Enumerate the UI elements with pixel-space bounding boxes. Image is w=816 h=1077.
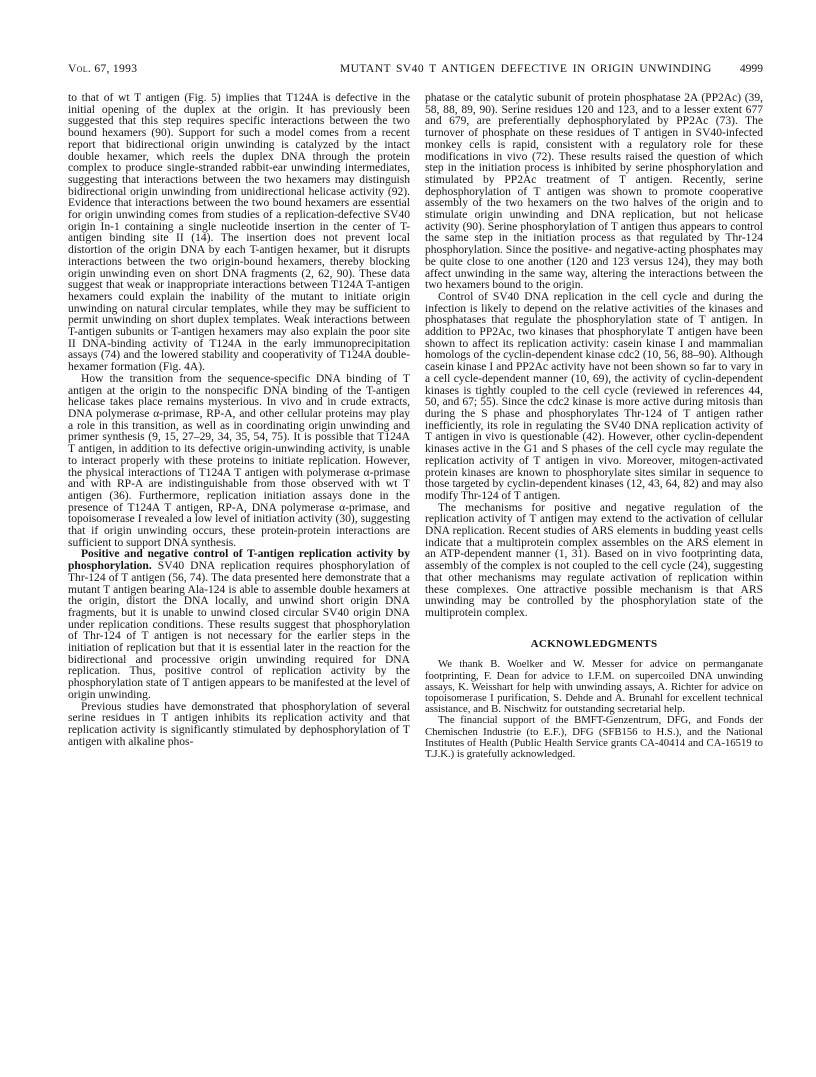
paragraph: How the transition from the sequence-specific DNA binding of T antigen at the origin to the nonspecific DNA binding of the T-antigen helicase takes place remains mysterious. In vivo and in crude extracts, DNA polymerase α-primase, RP-A, and other cellular proteins may play a role in this transition, as well as in coordinating origin unwinding and primer synthesis (9, 15, 27–29, 34, 35, 54, 75). It is possible that T124A T antigen, in addition to its defective origin-unwinding activity, is unable to interact properly with these proteins to initiate replication. However, the physical interactions of T124A T antigen with polymerase α-primase and with RP-A are indistinguishable from those observed with wt T antigen (36). Furthermore, replication initiation assays done in the presence of T124A T antigen, RP-A, DNA polymerase α-primase, and topoisomerase I revealed a low level of initiation activity (30), suggesting that if origin unwinding occurs, these protein-protein interactions are sufficient to support DNA synthesis. xyxy=(68,372,410,549)
paragraph-continuation: phatase or the catalytic subunit of protein phosphatase 2A (PP2Ac) (39, 58, 88, 89, 90). Serine residues 120 and 123, and to a lesser extent 677 and 679, are preferentially dephosphorylated by PP2Ac (73). The turnover of phosphate on these residues of T antigen in SV40-infected monkey cells is rapid, consistent with a regulatory role for these modifications in vivo (72). These results raised the question of which step in the initiation process is inhibited by serine phosphorylation and stimulated by PP2Ac treatment of T antigen. Recently, serine dephosphorylation of T antigen was shown to promote cooperative assembly of the two hexamers on the two halves of the origin and to stimulate origin unwinding and DNA replication, but not helicase activity (90). Serine phosphorylation of T antigen thus appears to control the same step in the initiation process as that regulated by Thr-124 phosphorylation. Since the positive- and negative-acting phosphates may be quite close to one another (120 and 123 versus 124), they may both affect unwinding in the same way, altering the interactions between the two hexamers bound to the origin. xyxy=(425,92,763,292)
article-body xyxy=(68,93,763,760)
paragraph: Control of SV40 DNA replication in the cell cycle and during the infection is likely to depend on the relative activities of the kinases and phosphatases that regulate the phosphorylation state of T antigen. In addition to PP2Ac, two kinases that phosphorylate T antigen have been shown to affect its replication activity: casein kinase I and mammalian homologs of the cyclin-dependent kinase cdc2 (10, 56, 88–90). Although casein kinase I and PP2Ac activity have not been shown so far to vary in a cell cycle-dependent manner (10, 69), the activity of cyclin-dependent kinases is tightly coupled to the cell cycle (reviewed in references 44, 50, and 67; 55). Since the cdc2 kinase is more active during mitosis than during the S phase and phosphorylates Thr-124 of T antigen rather inefficiently, its role in regulating the SV40 DNA replication activity of T antigen in vivo is questionable (42). However, other cyclin-dependent kinases active in the G1 and S phases of the cell cycle may regulate the replication activity of T antigen in vivo. Moreover, mitogen-activated protein kinases are known to phosphorylate sites similar in sequence to those targeted by cyclin-dependent kinases (12, 43, 64, 82) and may also modify Thr-124 of T antigen. xyxy=(425,290,763,502)
paragraph-section xyxy=(68,549,410,701)
section-body-text: SV40 DNA replication requires phosphorylation of Thr-124 of T antigen (56, 74). The data presented here demonstrate that a mutant T antigen bearing Ala-124 is able to assemble double hexamers at the origin, distort the DNA locally, and unwind short origin DNA fragments, but it is unable to unwind closed circular SV40 origin DNA under replication conditions. These results suggest that phosphorylation of Thr-124 of T antigen is not necessary for the earlier steps in the initiation of replication but that it is essential later in the reaction for the bidirectional and processive origin unwinding required for DNA replication. Thus, positive control of replication activity by the phosphorylation state of T antigen appears to be manifested at the level of origin unwinding. xyxy=(68,560,410,701)
acknowledgments-paragraph: The financial support of the BMFT-Genzentrum, DFG, and Fonds der Chemischen Industrie (to E.F.), DFG (SFB156 to H.S.), and the National Institutes of Health (Public Health Service grants CA-40414 and CA-16519 to T.J.K.) is gratefully acknowledged. xyxy=(425,714,763,760)
left-column xyxy=(68,93,410,760)
right-column xyxy=(425,93,763,760)
page-number: 4999 xyxy=(739,62,763,75)
section-run-in-heading: Positive and negative control of T-antigen replication activity by phosphorylation. xyxy=(68,548,410,573)
acknowledgments-heading: ACKNOWLEDGMENTS xyxy=(530,637,658,650)
paragraph-continuation: to that of wt T antigen (Fig. 5) implies that T124A is defective in the initial opening of the duplex at the origin. It has previously been suggested that this step requires specific interactions between the two bound hexamers (90). Support for such a model comes from a recent report that bidirectional origin unwinding is catalyzed by the intact double hexamer, which reels the duplex DNA through the protein complex to produce single-stranded rabbit-ear unwinding intermediates, suggesting that interactions between the two hexamers may distinguish bidirectional origin unwinding from unidirectional helicase activity (92). Evidence that interactions between the two bound hexamers are essential for origin unwinding comes from studies of a replication-defective SV40 origin In-1 containing a single nucleotide insertion in the center of T-antigen binding site II (14). The insertion does not prevent local distortion of the origin DNA by each T-antigen hexamer, but it disrupts interactions between the two origin-bound hexamers, thereby blocking origin unwinding even on short DNA fragments (2, 62, 90). These data suggest that weak or inappropriate interactions between T124A T-antigen hexamers could explain the inability of the mutant to initiate origin unwinding on natural circular templates, while they may be sufficient to permit unwinding on short duplex templates. Weak interactions between T-antigen subunits or T-antigen hexamers may also explain the poor site II DNA-binding activity of T124A in the early immunoprecipitation assays (74) and the lowered stability and cooperativity of T124A double-hexamer formation (Fig. 4A). xyxy=(68,92,410,374)
running-title: MUTANT SV40 T ANTIGEN DEFECTIVE IN ORIGIN UNWINDING xyxy=(339,62,712,75)
page-header xyxy=(68,62,763,75)
acknowledgments-paragraph: We thank B. Woelker and W. Messer for advice on permanganate footprinting, F. Dean for advice to I.F.M. on supercoiled DNA unwinding assays, K. Weisshart for help with unwinding assays, A. Richter for advice on topoisomerase I purification, S. Dehde and A. Brunahl for excellent technical assistance, and B. Nischwitz for outstanding secretarial help. xyxy=(425,658,763,716)
volume-issue-label: Vol. 67, 1993 xyxy=(68,62,138,75)
paragraph: Previous studies have demonstrated that phosphorylation of several serine residues in T antigen inhibits its replication activity and that replication activity is significantly stimulated by dephosphorylation of T antigen with alkaline phos- xyxy=(68,700,410,748)
paragraph: The mechanisms for positive and negative regulation of the replication activity of T antigen may extend to the activation of cellular DNA replication. Recent studies of ARS elements in budding yeast cells indicate that a multiprotein complex assembles on the ARS element in an ATP-dependent manner (1, 31). Based on in vivo footprinting data, assembly of the complex is not coupled to the cell cycle (24), suggesting that other mechanisms may regulate activation of replication within these complexes. One attractive possible mechanism is that ARS unwinding may be controlled by the phosphorylation state of the multiprotein complex. xyxy=(425,501,763,619)
